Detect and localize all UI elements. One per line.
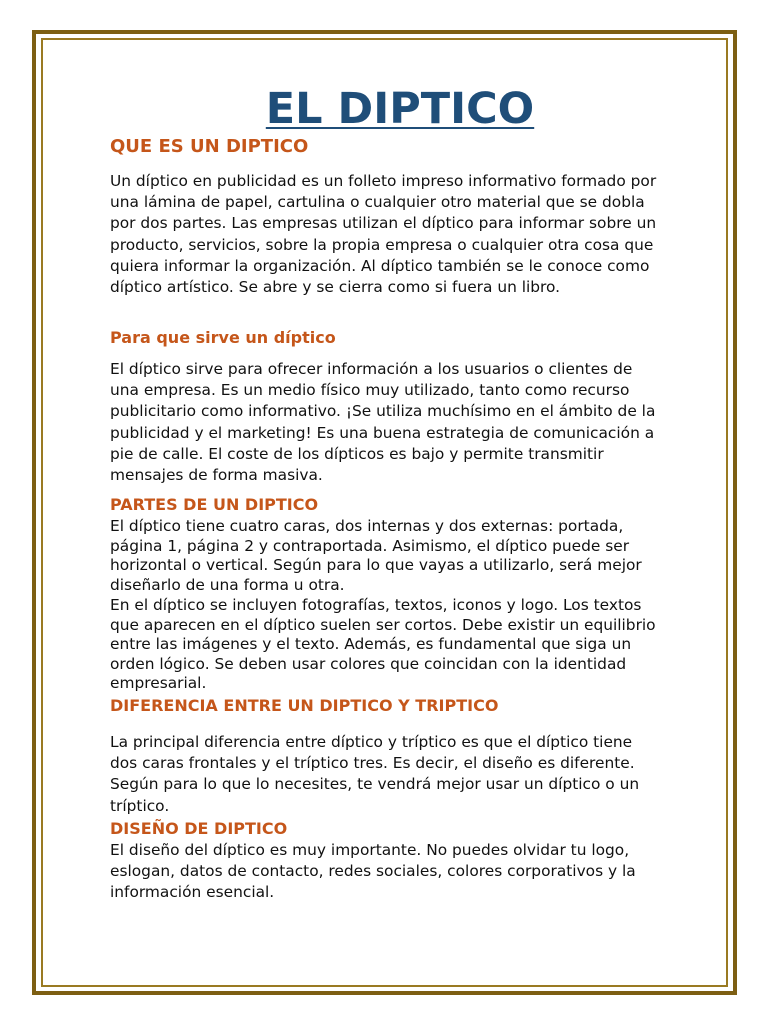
section-paragraph-diseno: El diseño del díptico es muy importante. No puedes olvidar tu logo, eslogan, datos de contacto, redes sociales, colores corporativos y la información esencial. xyxy=(110,841,636,902)
section-paragraph-partes-2: En el díptico se incluyen fotografías, textos, iconos y logo. Los textos que aparecen en el díptico suelen ser cortos. Debe existir un equilibrio entre las imágenes y el texto. Además, es fundamental que siga un orden lógico. Se deben usar colores que coincidan con la identidad empresarial. xyxy=(110,596,656,693)
section-heading-que-es: QUE ES UN DIPTICO xyxy=(110,136,309,157)
section-paragraph-para-que-sirve: El díptico sirve para ofrecer información a los usuarios o clientes de una empresa. Es un medio físico muy utilizado, tanto como recurso publicitario como informativo. ¡Se utiliza muchísimo en el ámbito de la publicidad y el marketing! Es una buena estrategia de comunicación a pie de calle. El coste de los dípticos es bajo y permite transmitir mensajes de forma masiva. xyxy=(110,360,656,485)
section-heading-diferencia: DIFERENCIA ENTRE UN DIPTICO Y TRIPTICO xyxy=(110,696,499,715)
section-heading-diseno: DISEÑO DE DIPTICO xyxy=(110,819,288,838)
page-title: EL DIPTICO xyxy=(265,84,535,134)
section-paragraph-que-es: Un díptico en publicidad es un folleto impreso informativo formado por una lámina de papel, cartulina o cualquier otro material que se dobla por dos partes. Las empresas utilizan el díptico para informar sobre un producto, servicios, sobre la propia empresa o cualquier otra cosa que quiera informar la organización. Al díptico también se le conoce como díptico artístico. Se abre y se cierra como si fuera un libro. xyxy=(110,172,657,297)
section-paragraph-partes-1: El díptico tiene cuatro caras, dos internas y dos externas: portada, página 1, página 2 y contraportada. Asimismo, el díptico puede ser horizontal o vertical. Según para lo que vayas a utilizarlo, será mejor diseñarlo de una forma u otra. xyxy=(110,517,642,594)
section-paragraph-diferencia: La principal diferencia entre díptico y tríptico es que el díptico tiene dos caras frontales y el tríptico tres. Es decir, el diseño es diferente. Según para lo que lo necesites, te vendrá mejor usar un díptico o un tríptico. xyxy=(110,733,640,815)
section-heading-para-que-sirve: Para que sirve un díptico xyxy=(110,328,336,347)
section-heading-partes: PARTES DE UN DIPTICO xyxy=(110,495,319,514)
